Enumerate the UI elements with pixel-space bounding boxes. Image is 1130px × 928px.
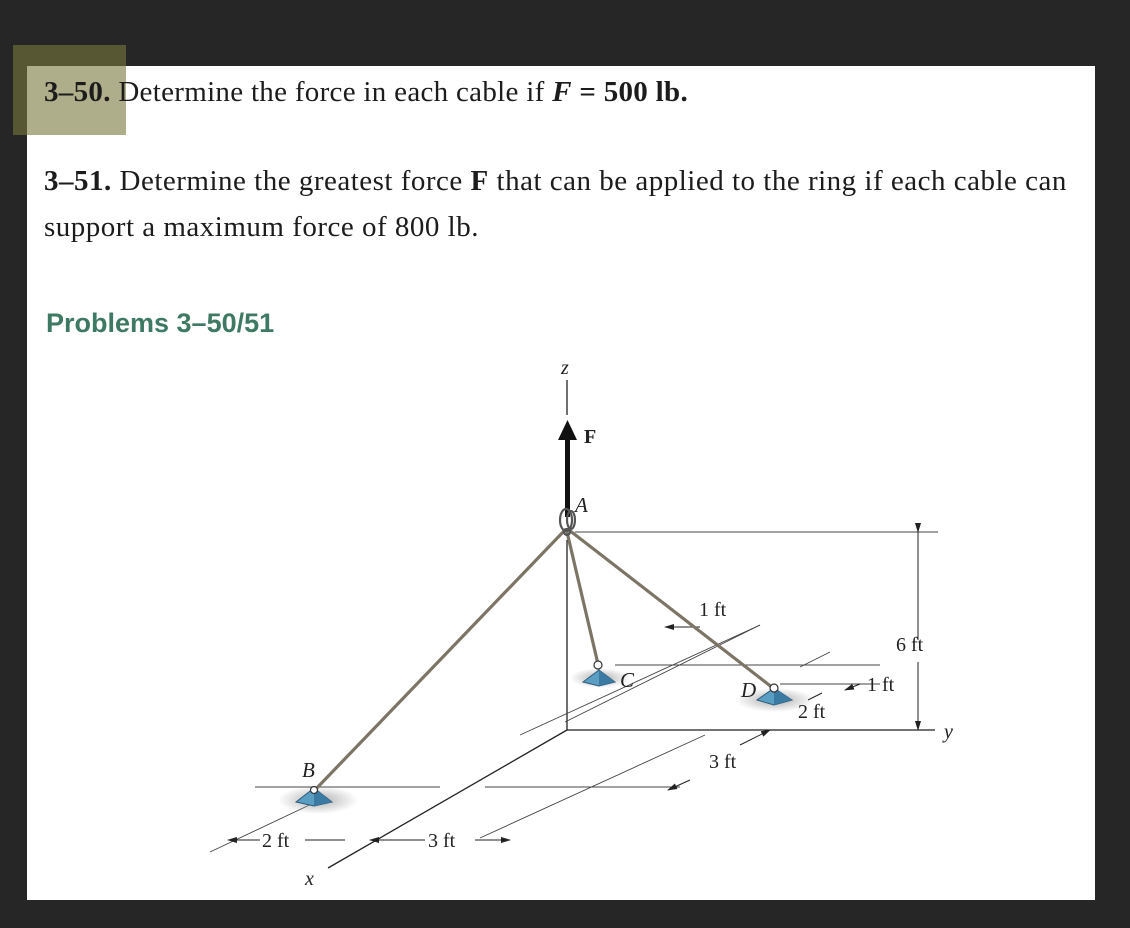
figure-caption: Problems 3–50/51 <box>46 308 275 338</box>
point-c-label: C <box>620 668 635 692</box>
point-d-label: D <box>741 678 757 702</box>
dim-1ft-right: 1 ft <box>867 674 895 696</box>
problem-3-50-variable: F <box>552 76 572 108</box>
support-b <box>278 786 358 814</box>
problem-3-51-text-after: that can be applied to the ring if each cable can support a maximum force of 800 lb. <box>44 165 1067 243</box>
force-label: F <box>584 426 597 448</box>
problem-3-50-text: Determine the force in each cable if <box>118 76 545 108</box>
point-b-label: B <box>302 758 315 782</box>
axis-x-label: x <box>305 868 314 890</box>
coordinate-axes <box>328 380 935 868</box>
dim-3ft-bottom: 3 ft <box>428 830 456 852</box>
problem-3-50-value: = 500 lb. <box>579 76 688 108</box>
dim-3ft-right: 3 ft <box>709 751 737 773</box>
axis-y-label: y <box>944 721 953 743</box>
dim-2ft-right: 2 ft <box>798 701 826 723</box>
axis-z-label: z <box>561 357 569 379</box>
dim-6ft: 6 ft <box>896 634 924 656</box>
problem-3-51-number: 3–51. <box>44 165 112 197</box>
cables <box>313 530 773 792</box>
point-a-label: A <box>575 493 588 517</box>
cable-ac <box>567 532 598 664</box>
dim-2ft-bottom: 2 ft <box>262 830 290 852</box>
problem-3-50-number: 3–50. <box>44 76 111 108</box>
problem-3-51-force-symbol: F <box>470 165 489 197</box>
problem-3-51-text-before: Determine the greatest force <box>119 165 463 197</box>
dim-1ft-top: 1 ft <box>699 599 727 621</box>
